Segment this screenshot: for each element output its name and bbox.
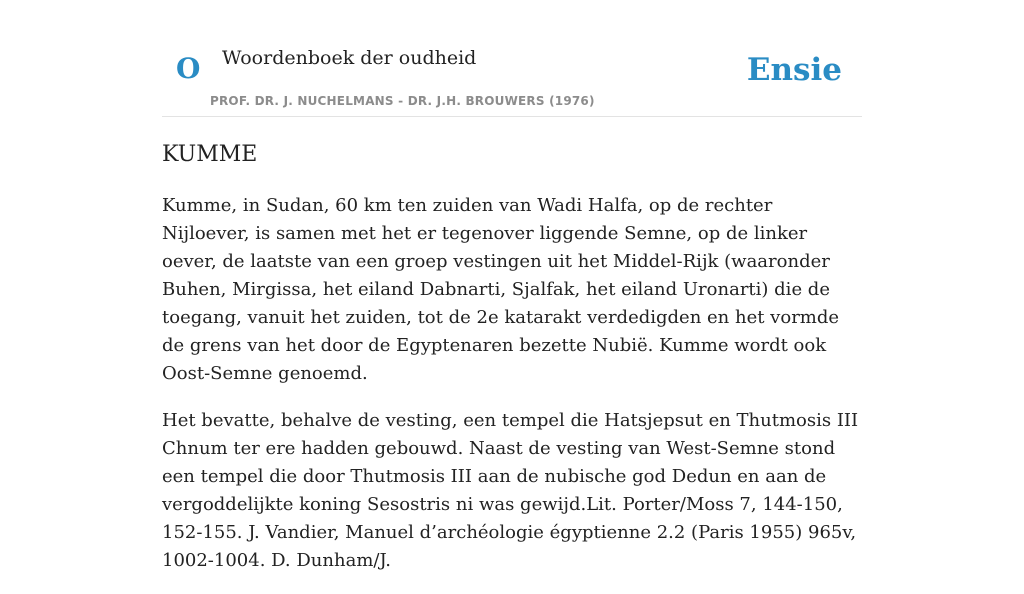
book-logo[interactable]: O xyxy=(176,52,201,85)
page xyxy=(162,0,862,571)
article-body xyxy=(162,192,862,594)
book-header xyxy=(162,0,862,117)
book-authors: PROF. DR. J. NUCHELMANS - DR. J.H. BROUWERS (1976) xyxy=(210,94,595,108)
article-paragraph: Het bevatte, behalve de vesting, een tempel die Hatsjepsut en Thutmosis III Chnum ter ere hadden gebouwd. Naast de vesting van West-Semne stond een tempel die door Thutmosis III aan de nubische god Dedun en aan de vergoddelijkte koning Sesostris ni was gewijd.Lit. Porter/Moss 7, 144-150, 152-155. J. Vandier, Manuel d’archéologie égyptienne 2.2 (Paris 1955) 965v, 1002-1004. D. Dunham/J. xyxy=(162,410,859,571)
article-title: KUMME xyxy=(162,142,258,167)
ensie-logo[interactable]: Ensie xyxy=(746,52,842,88)
article-paragraph: Kumme, in Sudan, 60 km ten zuiden van Wadi Halfa, op de rechter Nijloever, is samen met het er tegenover liggende Semne, op de linker oever, de laatste van een groep vestingen uit het Middel-Rijk (waaronder Buhen, Mirgissa, het eiland Dabnarti, Sjalfak, het eiland Uronarti) die de toegang, vanuit het zuiden, tot de 2e katarakt verdedigden en het vormde de grens van het door de Egyptenaren bezette Nubië. Kumme wordt ook Oost-Semne genoemd. xyxy=(162,195,840,384)
book-title[interactable]: Woordenboek der oudheid xyxy=(222,47,477,69)
